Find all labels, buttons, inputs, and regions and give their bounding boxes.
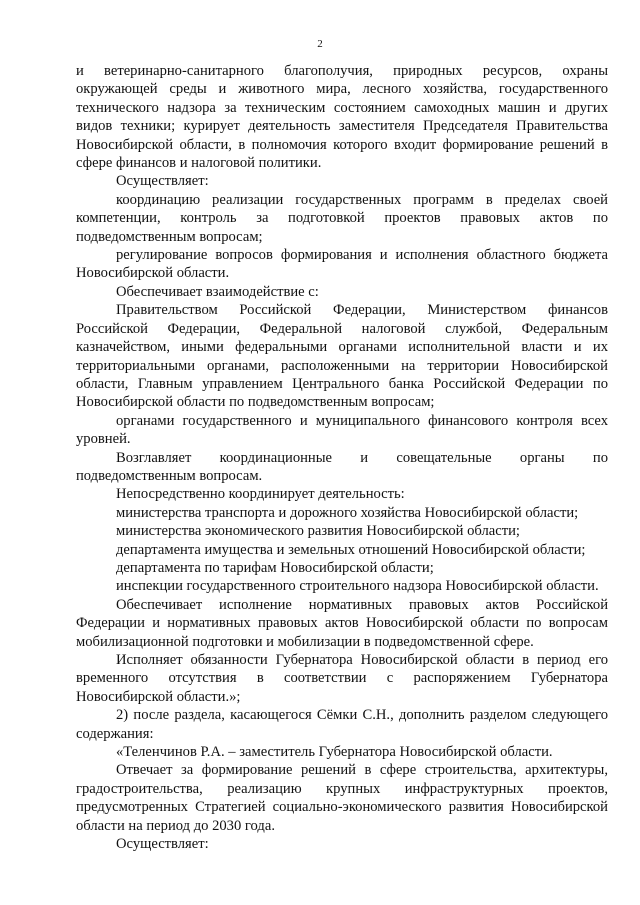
paragraph: регулирование вопросов формирования и исполнения областного бюджета Новосибирской области.: [76, 247, 608, 282]
paragraph: Непосредственно координирует деятельность:: [116, 486, 405, 503]
paragraph: министерства транспорта и дорожного хозяйства Новосибирской области;: [116, 504, 579, 521]
paragraph: координацию реализации государственных программ в пределах своей компетенции, контроль за подготовкой проектов правовых актов по подведомственным вопросам;: [76, 191, 608, 245]
paragraph: Возглавляет координационные и совещательные органы по подведомственным вопросам.: [76, 449, 608, 484]
paragraph: Обеспечивает взаимодействие с:: [116, 283, 319, 300]
paragraph: Отвечает за формирование решений в сфере строительства, архитектуры, градостроительства, реализацию крупных инфраструктурных проектов, предусмотренных Стратегией социально-экономического развития Новосибирской области на период до 2030 года.: [76, 762, 608, 834]
paragraph: органами государственного и муниципального финансового контроля всех уровней.: [76, 412, 608, 448]
paragraph: Осуществляет:: [116, 173, 209, 190]
page-number: 2: [317, 38, 323, 50]
paragraph: Обеспечивает исполнение нормативных правовых актов Российской Федерации и нормативных правовых актов Новосибирской области по вопросам мобилизационной подготовки и мобилизации в подведомственной сфере.: [76, 596, 608, 650]
paragraph: Исполняет обязанности Губернатора Новосибирской области в период его временного отсутствия в соответствии с распоряжением Губернатора Новосибирской области.»;: [76, 652, 608, 705]
document-body: [76, 62, 608, 853]
paragraph: 2) после раздела, касающегося Сёмки С.Н., дополнить разделом следующего содержания:: [76, 707, 608, 742]
paragraph: «Теленчинов Р.А. – заместитель Губернатора Новосибирской области.: [116, 744, 553, 761]
paragraph: Осуществляет:: [116, 836, 209, 853]
paragraph: департамента имущества и земельных отношений Новосибирской области;: [116, 541, 586, 558]
paragraph: департамента по тарифам Новосибирской области;: [116, 559, 434, 576]
paragraph: Правительством Российской Федерации, Министерством финансов Российской Федерации, Федеральной налоговой службой, Федеральным казначейством, иными федеральными органами исполнительной власти и их территориальными органами, расположенными на территории Новосибирской области, Главным управлением Центрального банка Российской Федерации по Новосибирской области по подведомственным вопросам;: [76, 302, 608, 411]
paragraph: инспекции государственного строительного надзора Новосибирской области.: [116, 578, 599, 595]
paragraph: и ветеринарно-санитарного благополучия, природных ресурсов, охраны окружающей среды и животного мира, лесного хозяйства, государственного технического надзора за техническим состоянием самоходных машин и других видов техники; курирует деятельность заместителя Председателя Правительства Новосибирской области, в полномочия которого входит формирование решений в сфере финансов и налоговой политики.: [76, 63, 608, 172]
paragraph: министерства экономического развития Новосибирской области;: [116, 523, 520, 540]
